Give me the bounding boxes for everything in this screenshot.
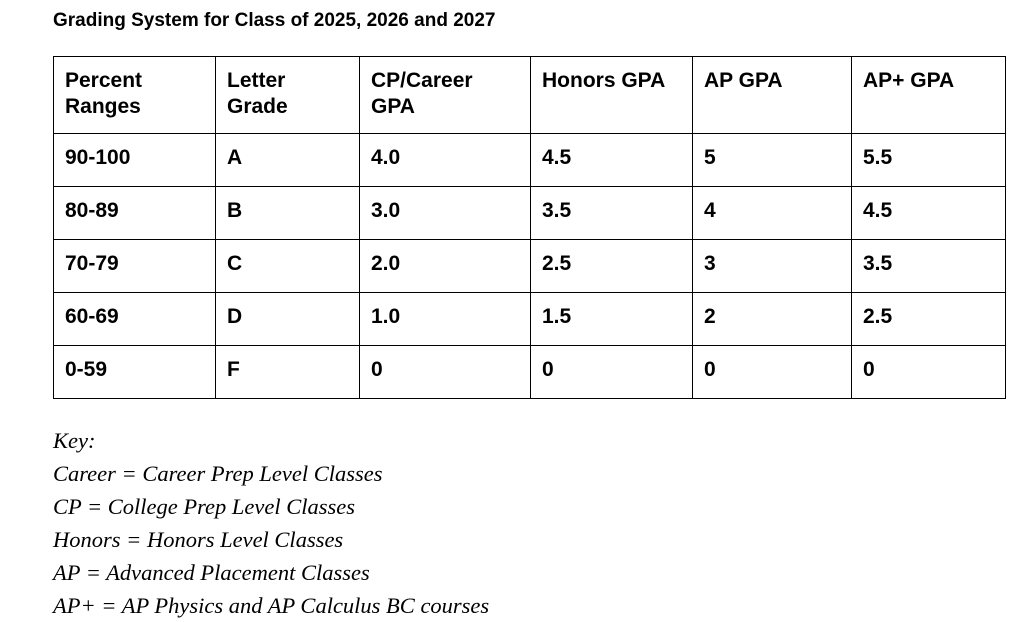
table-cell: C [216,240,360,293]
table-cell: A [216,134,360,187]
table-cell: 5.5 [852,134,1006,187]
table-cell: B [216,187,360,240]
key-line: AP+ = AP Physics and AP Calculus BC courses [53,593,490,618]
table-header-row [54,57,1006,134]
table-cell: 2 [693,293,852,346]
key-line: Honors = Honors Level Classes [53,527,344,552]
table-row [54,240,1006,293]
table-cell: 0 [693,346,852,399]
table-cell: D [216,293,360,346]
key-line: AP = Advanced Placement Classes [53,560,370,585]
table-cell: 4.0 [360,134,531,187]
table-cell: 2.5 [852,293,1006,346]
header-percent-ranges: Percent Ranges [54,57,216,134]
table-row [54,346,1006,399]
table-cell: 2.0 [360,240,531,293]
header-letter-grade: Letter Grade [216,57,360,134]
table-cell: 0-59 [54,346,216,399]
table-cell: 5 [693,134,852,187]
table-cell: 0 [852,346,1006,399]
key-heading: Key: [53,428,96,453]
table-cell: 3.5 [531,187,693,240]
table-cell: 4.5 [531,134,693,187]
table-cell: 0 [531,346,693,399]
table-cell: 4.5 [852,187,1006,240]
header-cp-career-gpa: CP/Career GPA [360,57,531,134]
table-cell: 70-79 [54,240,216,293]
table-cell: 60-69 [54,293,216,346]
table-cell: 80-89 [54,187,216,240]
table-row [54,134,1006,187]
table-cell: 1.5 [531,293,693,346]
table-cell: 3.0 [360,187,531,240]
table-cell: 3.5 [852,240,1006,293]
header-honors-gpa: Honors GPA [531,57,693,134]
table-cell: 3 [693,240,852,293]
page-title: Grading System for Class of 2025, 2026 and 2027 [53,10,496,31]
table-row [54,187,1006,240]
table-cell: 0 [360,346,531,399]
table-cell: 1.0 [360,293,531,346]
header-ap-plus-gpa: AP+ GPA [852,57,1006,134]
grading-table [53,56,1006,399]
key-legend [53,424,489,622]
table-row [54,293,1006,346]
table-cell: 4 [693,187,852,240]
key-line: CP = College Prep Level Classes [53,494,356,519]
table-cell: F [216,346,360,399]
table-cell: 2.5 [531,240,693,293]
header-ap-gpa: AP GPA [693,57,852,134]
key-line: Career = Career Prep Level Classes [53,461,383,486]
table-cell: 90-100 [54,134,216,187]
